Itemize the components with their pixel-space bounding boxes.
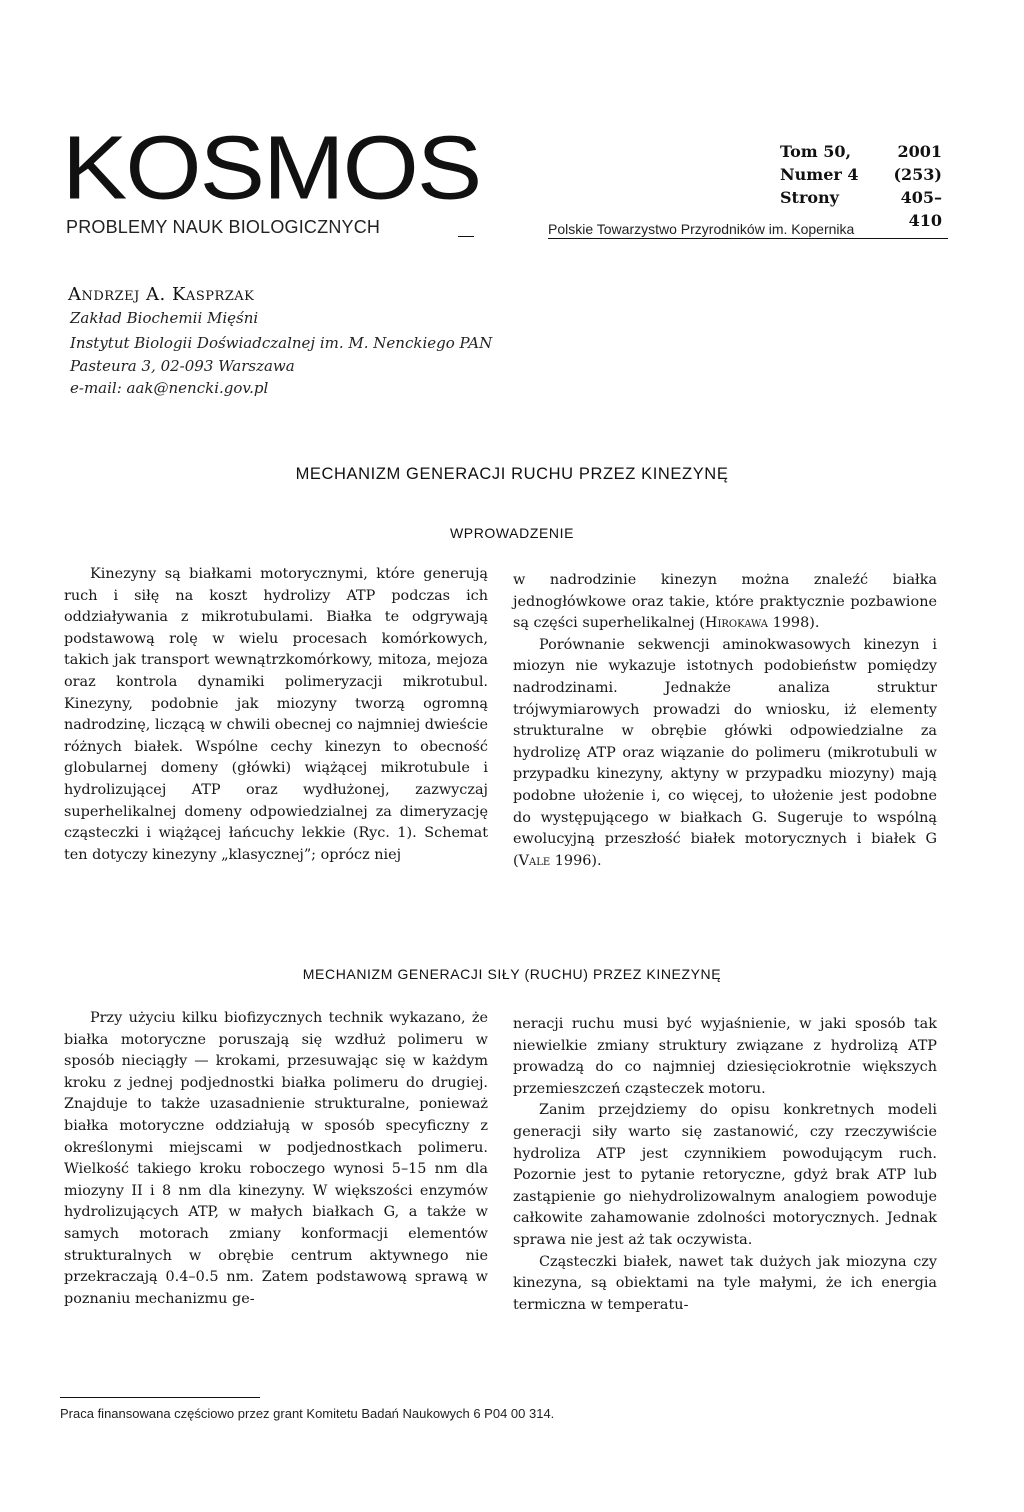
journal-subtitle: PROBLEMY NAUK BIOLOGICZNYCH <box>66 217 381 237</box>
paragraph: Kinezyny są białkami motorycznymi, które generują ruch i siłę na koszt hydrolizy ATP podczas ich oddziaływania z mikrotubulami. Białka te odgrywają podstawową rolę w wielu procesach komórkowych, takich jak transport wewnątrzkomórkowy, mitoza, mejoza oraz kontrola dynamiki polimeryzacji mikrotubul. Kinezyny, podobnie jak miozyny tworzą ogromną nadrodzinę, liczącą w chwili obecnej co najmniej dwieście różnych białek. Wspólne cechy kinezyn to obecność globularnej domeny (główki) wiążącej mikrotubule i hydrolizującej ATP oraz wydłużonej, zazwyczaj superhelikalnej domeny odpowiedzialnej za dimeryzację cząsteczki i wiążącej łańcuchy lekkie (Ryc. 1). Schemat ten dotyczy kinezyny „klasycznej”; oprócz niej <box>64 566 488 863</box>
header-rule-right <box>548 238 948 239</box>
citation-author: Hirokawa <box>704 615 769 632</box>
author-name: Andrzej A. Kasprzak <box>68 284 255 305</box>
article-title: MECHANIZM GENERACJI RUCHU PRZEZ KINEZYNĘ <box>295 465 729 483</box>
paragraph-text: Porównanie sekwencji aminokwasowych kinezyn i miozyn nie wykazuje istotnych podobieństw pomiędzy nadrodzinami. Jednakże analiza struktur trójwymiarowych prowadzi do wniosku, iż elementy strukturalne w obrębie główki odpowiedzialne za hydrolizę ATP oraz wiązanie do polimeru (mikrotubuli w przypadku kinezyny, aktyny w przypadku miozyny) mają podobne ułożenie i, co więcej, to ułożenie jest podobne do występującego w białkach G. Sugeruje to wspólną ewolucyjną przeszłość białek motorycznych i białek G ( <box>513 636 937 869</box>
footnote-rule <box>60 1397 260 1398</box>
journal-logo: KOSMOS <box>62 116 481 218</box>
section-heading-mechanism: MECHANIZM GENERACJI SIŁY (RUCHU) PRZEZ KINEZYNĘ <box>302 966 722 982</box>
footnote: Praca finansowana częściowo przez grant Komitetu Badań Naukowych 6 P04 00 314. <box>60 1406 555 1421</box>
citation-year: 1998). <box>768 615 820 632</box>
numer-label: Numer 4 <box>780 165 859 184</box>
paragraph: neracji ruchu musi być wyjaśnienie, w jaki sposób tak niewielkie zmiany struktury związane z hydrolizą ATP prowadzą do co najmniej dziesięciokrotnie większych przemieszczeń cząsteczek motoru. <box>513 1016 937 1097</box>
author-email: e-mail: aak@nencki.gov.pl <box>70 379 269 397</box>
year: 2001 <box>897 142 942 161</box>
affiliation-line: Pasteura 3, 02-093 Warszawa <box>70 357 295 375</box>
header-rule-left <box>458 236 474 237</box>
strony-value: 405–410 <box>900 188 942 230</box>
paragraph: Zanim przejdziemy do opisu konkretnych modeli generacji siły warto się zastanowić, czy rzeczywiście hydroliza ATP jest czynnikiem powodującym ruch. Pozornie jest to pytanie retoryczne, gdyż brak ATP lub zastąpienie go niehydrolizowalnym analogiem powoduje całkowite zahamowanie zdolności motorycznych. Jednak sprawa nie jest aż tak oczywista. <box>513 1102 937 1248</box>
paragraph: Przy użyciu kilku biofizycznych technik wykazano, że białka motoryczne poruszają się wzdłuż polimeru w sposób nieciągły — krokami, przesuwając się w każdym kroku z jednej podjednostki białka polimeru do drugiej. Znajduje to także uzasadnienie strukturalne, ponieważ białka motoryczne oddziałują w sposób specyficzny z określonymi miejscami w podjednostkach polimeru. Wielkość takiego kroku roboczego wynosi 5–15 nm dla miozyny II i 8 nm dla kinezyny. W większości enzymów hydrolizujących ATP, w małych białkach G, a także w samych motorach zmiany konformacji elementów strukturalnych w obrębie centrum aktywnego nie przekraczają 0.4–0.5 nm. Zatem podstawową sprawą w poznaniu mechanizmu ge- <box>64 1010 488 1307</box>
section1-left-column <box>64 564 488 866</box>
strony-label: Strony <box>780 188 839 207</box>
section2-right-column <box>513 1014 937 1316</box>
tom-label: Tom 50, <box>780 142 852 161</box>
paragraph-text: w nadrodzinie kinezyn można znaleźć białka jednogłówkowe oraz takie, które praktycznie pozbawione są części superhelikalnej ( <box>513 572 937 632</box>
issue-numer-row <box>780 163 942 186</box>
paragraph <box>513 570 937 635</box>
issue-tom-row <box>780 140 942 163</box>
society-name: Polskie Towarzystwo Przyrodników im. Kopernika <box>548 221 855 237</box>
section1-right-column <box>513 570 937 872</box>
numer-value: (253) <box>893 165 942 184</box>
affiliation-line: Zakład Biochemii Mięśni <box>70 309 259 327</box>
paragraph: Cząsteczki białek, nawet tak dużych jak miozyna czy kinezyna, są obiektami na tyle małymi, że ich energia termiczna w temperatu- <box>513 1253 937 1313</box>
citation-author: Vale <box>518 852 551 869</box>
citation-year: 1996). <box>550 852 602 869</box>
section2-left-column <box>64 1008 488 1310</box>
paragraph <box>513 635 937 873</box>
issue-info <box>780 140 942 232</box>
section-heading-introduction: WPROWADZENIE <box>449 525 575 541</box>
affiliation-line: Instytut Biologii Doświadczalnej im. M. Nenckiego PAN <box>70 334 493 352</box>
